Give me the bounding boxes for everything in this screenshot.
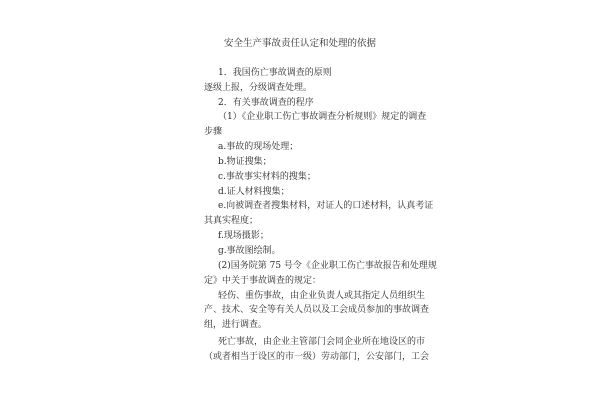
paragraph-line: 定》中关于事故调查的规定： — [204, 276, 322, 286]
paragraph-line: (2)国务院第 75 号令《企业职工伤亡事故报告和处理规 — [218, 261, 437, 271]
paragraph-line: （1）《企业职工伤亡事故调查分析规则》规定的调查 — [218, 112, 427, 122]
paragraph-line: 步骤 — [204, 127, 223, 137]
list-item: f.现场摄影； — [218, 231, 269, 241]
list-item: d.证人材料搜集； — [218, 187, 290, 197]
list-item: a.事故的现场处理； — [218, 142, 299, 152]
list-item: c.事故事实材料的搜集； — [218, 172, 316, 182]
paragraph-line: 产、技术、安全等有关人员以及工会成员参加的事故调查 — [204, 305, 430, 315]
list-item: e.向被调查者搜集材料，对证人的口述材料，认真考证 — [218, 201, 434, 211]
paragraph-line: （或者相当于设区的市一级）劳动部门，公安部门，工会 — [204, 352, 430, 362]
paragraph-line: 组，进行调查。 — [204, 320, 268, 330]
list-item: g.事故图绘制。 — [218, 246, 281, 256]
paragraph-line: 其真实程度； — [204, 216, 259, 226]
list-item: b.物证搜集； — [218, 157, 272, 167]
paragraph-line: 死亡事故，由企业主管部门会同企业所在地设区的市 — [218, 337, 426, 347]
section-heading: 2．有关事故调查的程序 — [218, 98, 314, 108]
paragraph-line: 轻伤、重伤事故，由企业负责人或其指定人员组织生 — [218, 291, 426, 301]
paragraph-line: 逐级上报，分级调查处理。 — [204, 83, 313, 93]
section-heading: 1．我国伤亡事故调查的原则 — [218, 68, 332, 78]
document-title: 安全生产事故责任认定和处理的依据 — [223, 38, 376, 49]
